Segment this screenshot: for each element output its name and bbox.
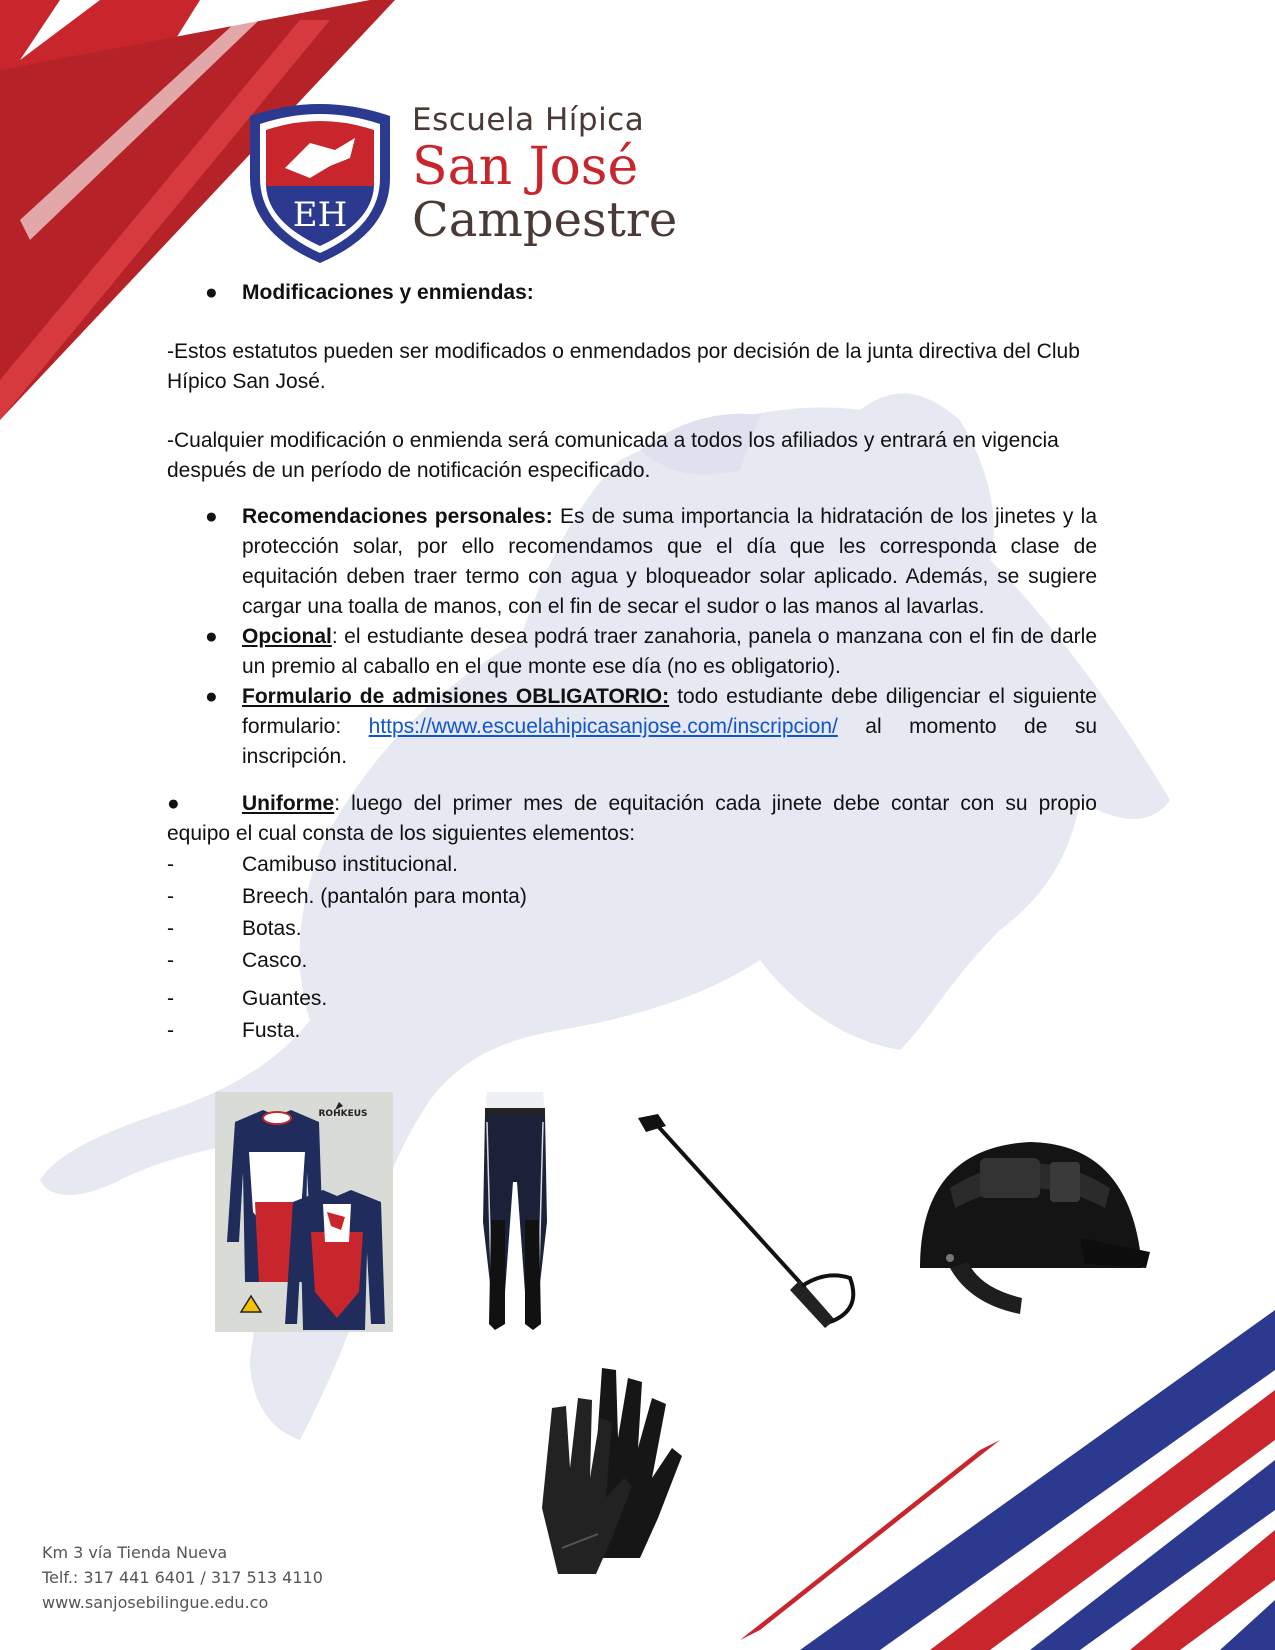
school-logo xyxy=(240,98,700,268)
admissions-text-after: al momento de su inscripción. xyxy=(242,715,1098,768)
list-item: - Fusta. xyxy=(167,1019,301,1042)
footer-contact xyxy=(42,1540,323,1615)
admissions-text-before: todo estudiante debe diligenciar el siguiente formulario: xyxy=(242,685,1097,738)
optional-text: : el estudiante desea podrá traer zanahoria, panela o manzana con el fin de darle un premio al caballo en el que monte ese día (no es obligatorio). xyxy=(242,625,1097,678)
footer-address: Km 3 vía Tienda Nueva xyxy=(42,1543,228,1562)
bullet: ● xyxy=(205,281,218,304)
list-item: - Botas. xyxy=(167,917,302,940)
bullet: ● xyxy=(205,625,218,648)
footer-phone: Telf.: 317 441 6401 / 317 513 4110 xyxy=(42,1568,323,1587)
brand-label: ROHKEUS xyxy=(318,1109,368,1119)
riding-gloves-image xyxy=(512,1358,697,1578)
crest-shield-icon xyxy=(240,98,400,268)
uniform-label: Uniforme xyxy=(242,792,335,815)
paragraph-modifications-1: -Estos estatutos pueden ser modificados o enmendados por decisión de la junta directiva del Club Hípico San José. xyxy=(167,340,1080,393)
footer-website: www.sanjosebilingue.edu.co xyxy=(42,1593,269,1612)
optional-label: Opcional xyxy=(242,625,332,648)
paragraph-modifications-2: -Cualquier modificación o enmienda será comunicada a todos los afiliados y entrará en vigencia después de un período de notificación especificado. xyxy=(167,429,1059,482)
document-body xyxy=(167,278,1097,1047)
modifications-heading xyxy=(167,278,1097,308)
recommendations-list xyxy=(167,502,1097,772)
list-item: - Camibuso institucional. xyxy=(167,853,458,876)
uniform-items xyxy=(167,849,1097,1047)
recommendations-text: Es de suma importancia la hidratación de los jinetes y la protección solar, por ello recomendamos que el día que les corresponda clase de equitación deben traer termo con agua y bloqueador solar aplicado. Además, se sugiere cargar una toalla de manos, con el fin de secar el sudor o las manos al lavarlas. xyxy=(242,505,1098,618)
riding-helmet-image xyxy=(910,1128,1155,1328)
crest-letters: EH xyxy=(292,195,348,235)
list-item: - Casco. xyxy=(167,949,308,972)
list-item-recommendations xyxy=(167,502,1097,622)
bullet: ● xyxy=(167,792,180,815)
list-item: - Guantes. xyxy=(167,987,328,1010)
bullet: ● xyxy=(205,505,218,528)
logo-line-campestre: Campestre xyxy=(412,192,678,248)
bottom-right-stripes xyxy=(740,1310,1275,1650)
uniform-text: : luego del primer mes de equitación cada jinete debe contar con su propio equipo el cual consta de los siguientes elementos: xyxy=(167,792,1097,845)
recommendations-label: Recomendaciones personales: xyxy=(242,505,553,528)
logo-line-sanjose: San José xyxy=(412,137,639,197)
bullet: ● xyxy=(205,685,218,708)
shirt-image xyxy=(215,1092,393,1332)
crop-whip-image xyxy=(630,1110,870,1335)
logo-line-escuela: Escuela Hípica xyxy=(412,102,645,138)
uniform-paragraph xyxy=(167,789,1097,849)
list-item-admissions xyxy=(167,682,1097,772)
modifications-label: Modificaciones y enmiendas: xyxy=(242,281,534,304)
list-item: - Breech. (pantalón para monta) xyxy=(167,885,527,908)
admissions-form-link[interactable]: https://www.escuelahipicasanjose.com/inscripcion/ xyxy=(368,715,838,738)
list-item-optional xyxy=(167,622,1097,682)
admissions-label: Formulario de admisiones OBLIGATORIO: xyxy=(242,685,670,708)
breeches-boots-image xyxy=(455,1092,575,1334)
